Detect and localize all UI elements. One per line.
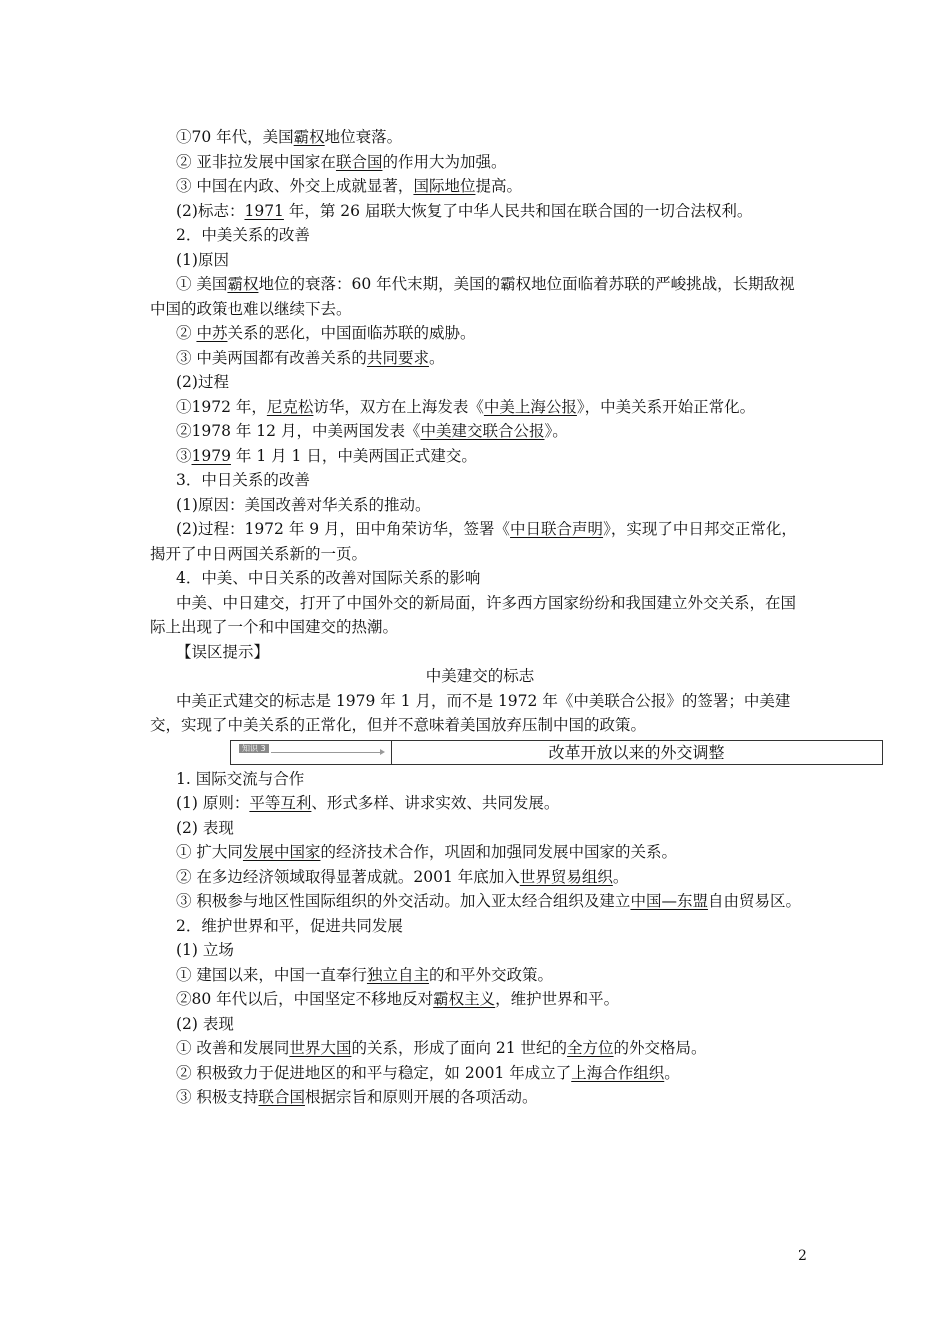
paragraph-sino-japan-process [150, 517, 810, 566]
text-run: 。 [664, 1063, 680, 1082]
underlined-term: 发展中国家 [242, 843, 321, 861]
text-run: 的外交格局。 [613, 1039, 707, 1057]
text-run: (2) 表现 [176, 1014, 234, 1033]
text-run: 年，第 26 届联大恢复了中华人民共和国在联合国的一切合法权利。 [283, 201, 753, 220]
text-line [150, 321, 810, 346]
text-run: ①1972 年， [176, 397, 267, 416]
text-run: ② 积极致力于促进地区的和平与稳定，如 2001 年成立了 [176, 1063, 572, 1082]
arrow-right-icon [271, 752, 383, 753]
block-sino-us [150, 321, 810, 517]
section-tag-cell [231, 741, 392, 764]
underlined-term: 平等互利 [249, 794, 312, 812]
text-run: 2．中美关系的改善 [176, 226, 310, 244]
text-run: 》，实现了中日邦交正常化，揭开了中日两国关系新的一页。 [150, 520, 797, 563]
paragraph-misconception: 中美正式建交的标志是 1979 年 1 月，而不是 1972 年《中美联合公报》的签署；中美建交，实现了中美关系的正常化，但并不意味着美国放弃压制中国的政策。 [150, 691, 791, 734]
text-run: ① 美国 [176, 275, 228, 293]
underlined-term: 上海合作组织 [571, 1063, 665, 1082]
text-run: ③ 积极支持 [176, 1088, 259, 1106]
text-line [150, 174, 810, 199]
text-line [150, 1061, 810, 1086]
text-line [150, 816, 810, 841]
underlined-term: 中美建交联合公报 [420, 422, 545, 440]
section-header-bar [230, 740, 883, 765]
document-body [150, 125, 810, 1110]
text-line [150, 865, 810, 890]
text-line [150, 223, 810, 248]
section-title: 改革开放以来的外交调整 [548, 742, 725, 762]
text-line [150, 370, 810, 395]
text-run: 》，中美关系开始正常化。 [576, 397, 756, 416]
text-run: (2) 表现 [176, 818, 234, 837]
underlined-term: 尼克松 [266, 397, 314, 416]
text-run: (2)过程：1972 年 9 月，田中角荣访华，签署《 [176, 520, 511, 538]
text-run: ① 建国以来，中国一直奉行 [176, 965, 367, 984]
text-line [150, 346, 810, 371]
block-world-peace [150, 914, 810, 1110]
text-run: 关系的恶化，中国面临苏联的威胁。 [227, 324, 476, 342]
page-number: 2 [798, 1248, 807, 1264]
underlined-term: 联合国 [335, 152, 383, 171]
text-run: ③ [176, 446, 192, 465]
underlined-term: 1979 [191, 446, 231, 465]
text-run: 年 1 月 1 日，中美两国正式建交。 [230, 446, 477, 465]
paragraph-impact: 中美、中日建交，打开了中国外交的新局面，许多西方国家纷纷和我国建立外交关系，在国际上出现了一个和中国建交的热潮。 [150, 593, 797, 636]
misconception-title: 中美建交的标志 [425, 667, 535, 685]
section-tag: 知识 3 [239, 744, 269, 753]
text-run: 的作用大为加强。 [382, 152, 507, 171]
text-run: 提高。 [475, 177, 522, 195]
text-run: 》。 [544, 422, 568, 440]
text-run: ③ 中美两国都有改善关系的 [176, 348, 367, 367]
text-run: 的关系，形成了面向 21 世纪的 [351, 1039, 568, 1057]
underlined-term: 霸权 [227, 275, 259, 293]
text-run: 3．中日关系的改善 [176, 471, 310, 489]
text-line [150, 767, 810, 792]
block-un-seat [150, 125, 810, 272]
text-line [150, 150, 810, 175]
text-run: (1)原因 [176, 250, 229, 269]
text-run: 1. 国际交流与合作 [176, 769, 305, 788]
block-international-exchange [150, 767, 810, 890]
text-run: 。 [428, 348, 445, 367]
underlined-term: 1971 [244, 201, 284, 220]
text-run: 地位衰落。 [324, 128, 403, 146]
underlined-term: 中苏 [196, 324, 228, 342]
text-run: ② 亚非拉发展中国家在 [176, 152, 336, 171]
text-line [150, 419, 810, 444]
text-run: (2)过程 [176, 373, 229, 391]
text-line [150, 493, 810, 518]
underlined-term: 联合国 [258, 1088, 305, 1106]
underlined-term: 共同要求 [366, 348, 429, 367]
text-run: (1) 立场 [176, 941, 234, 959]
text-run: ③ 中国在内政、外交上成就显著， [176, 177, 414, 195]
text-run: ① 扩大同 [176, 843, 243, 861]
text-line [150, 395, 810, 420]
text-run: (1)原因：美国改善对华关系的推动。 [176, 495, 431, 514]
text-line [150, 1012, 810, 1037]
text-run: ② [176, 324, 197, 342]
paragraph-hegemony-decline [150, 272, 810, 321]
text-run: 的和平外交政策。 [428, 965, 553, 984]
text-run: 的经济技术合作，巩固和加强同发展中国家的关系。 [320, 843, 677, 861]
text-run: 。 [612, 867, 629, 886]
underlined-term: 中国—东盟 [630, 892, 708, 910]
underlined-term: 世界大国 [289, 1039, 352, 1057]
text-line [150, 125, 810, 150]
text-line [150, 987, 810, 1012]
text-line [150, 938, 810, 963]
text-run: 访华，双方在上海发表《 [313, 397, 484, 416]
text-line [150, 963, 810, 988]
text-run: ②1978 年 12 月，中美两国发表《 [176, 422, 421, 440]
text-run: (2)标志： [176, 201, 245, 220]
underlined-term: 国际地位 [413, 177, 476, 195]
text-run: 根据宗旨和原则开展的各项活动。 [304, 1088, 538, 1106]
text-line [150, 248, 810, 273]
text-line [150, 199, 810, 224]
text-run: ，维护世界和平。 [495, 990, 620, 1008]
underlined-term: 霸权 [293, 128, 325, 146]
text-run: 自由贸易区。 [707, 892, 801, 910]
text-run: (1) 原则： [176, 794, 250, 812]
text-run: 、形式多样、讲求实效、共同发展。 [311, 794, 560, 812]
text-line [150, 468, 810, 493]
text-run: 2．维护世界和平，促进共同发展 [176, 916, 403, 935]
text-run: ③ 积极参与地区性国际组织的外交活动。加入亚太经合组织及建立 [176, 892, 631, 910]
paragraph-asean [150, 889, 810, 914]
text-run: 地位的衰落：60 年代末期，美国的霸权地位面临着苏联的严峻挑战，长期敌视中国的政策也难以继续下去。 [150, 275, 795, 318]
text-run: ② 在多边经济领域取得显著成就。2001 年底加入 [176, 867, 520, 886]
heading-impact: 4．中美、中日关系的改善对国际关系的影响 [176, 569, 481, 587]
text-run: ①70 年代，美国 [176, 128, 294, 146]
text-line [150, 1085, 810, 1110]
underlined-term: 霸权主义 [433, 990, 496, 1008]
underlined-term: 世界贸易组织 [519, 867, 613, 886]
text-line [150, 1036, 810, 1061]
misconception-label: 【误区提示】 [176, 642, 270, 661]
underlined-term: 独立自主 [366, 965, 429, 984]
text-line [150, 840, 810, 865]
text-run: ① 改善和发展同 [176, 1039, 290, 1057]
text-line [150, 444, 810, 469]
underlined-term: 全方位 [567, 1039, 614, 1057]
text-line [150, 791, 810, 816]
text-run: ②80 年代以后，中国坚定不移地反对 [176, 990, 434, 1008]
underlined-term: 中美上海公报 [483, 397, 577, 416]
underlined-term: 中日联合声明 [510, 520, 604, 538]
text-line [150, 914, 810, 939]
